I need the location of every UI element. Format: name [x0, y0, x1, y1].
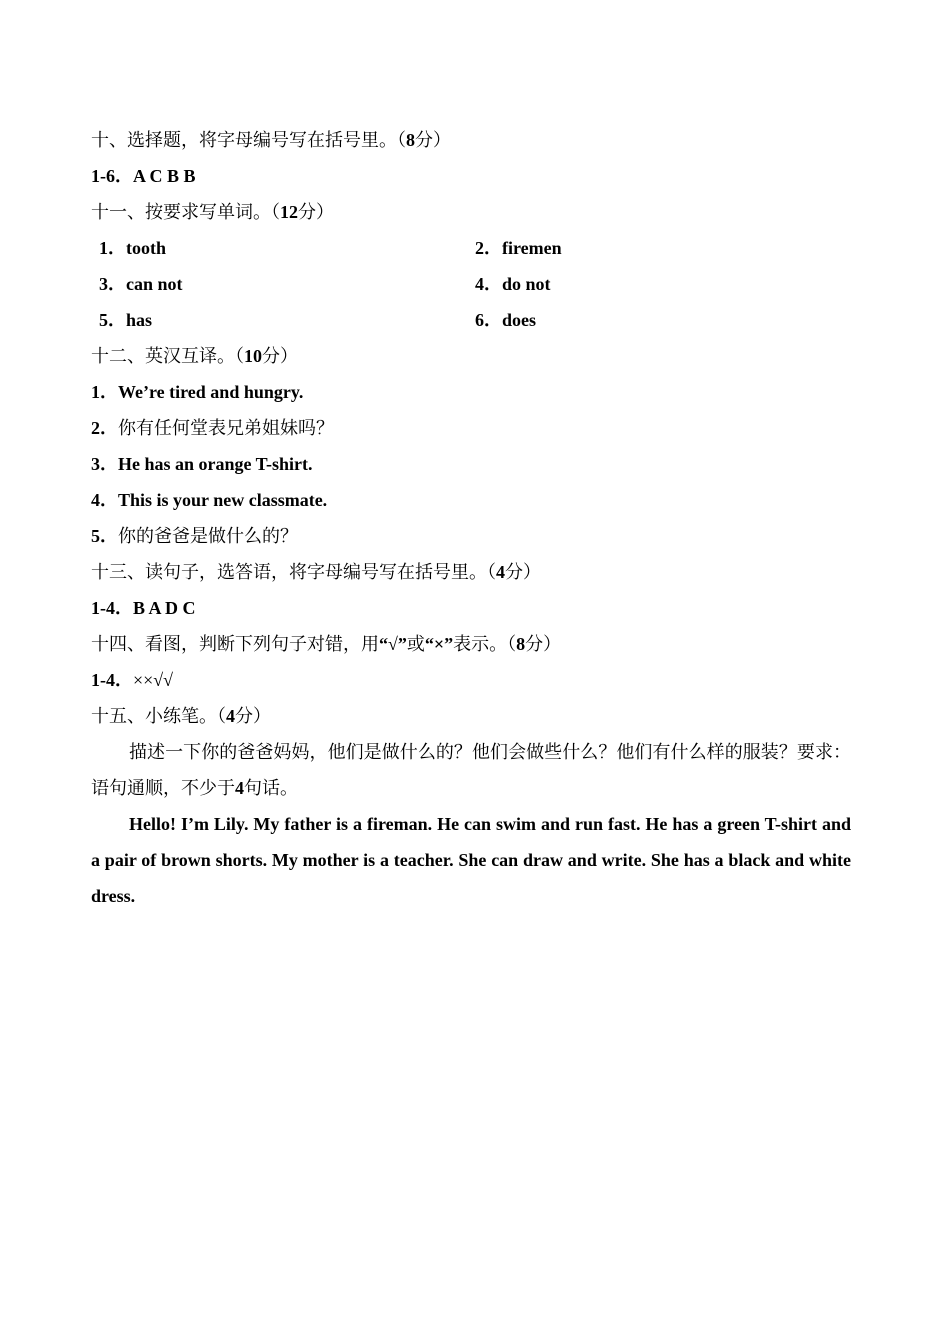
section-11-item: 1．tooth — [99, 238, 166, 258]
section-12-heading-text: 十二、英汉互译。（ — [91, 346, 244, 366]
section-11-heading — [91, 194, 851, 230]
section-12-item: 1．We’re tired and hungry. — [91, 382, 304, 402]
section-11-row — [91, 266, 851, 302]
section-12-item: 4．This is your new classmate. — [91, 490, 328, 510]
section-13-heading — [91, 554, 851, 590]
section-15-prompt: 描述一下你的爸爸妈妈，他们是做什么的？他们会做些什么？他们有什么样的服装？要求：语句通顺，不少于4句话。 — [91, 742, 851, 798]
section-11-item: 5．has — [99, 310, 153, 330]
section-13-heading-tail: 分） — [505, 562, 541, 582]
section-12-item: 3．He has an orange T-shirt. — [91, 454, 313, 474]
section-11-heading-text: 十一、按要求写单词。（ — [91, 202, 280, 222]
section-13-heading-text: 十三、读句子，选答语，将字母编号写在括号里。（ — [91, 562, 496, 582]
section-15-heading — [91, 698, 851, 734]
section-13-score: 4 — [496, 562, 505, 582]
answer-sheet — [91, 122, 851, 914]
section-10-heading-text: 十、选择题，将字母编号写在括号里。（ — [91, 130, 406, 150]
section-13-answer: 1-4．B A D C — [91, 598, 196, 618]
section-10-score: 8 — [406, 130, 415, 150]
section-11-item: 2．firemen — [475, 238, 562, 258]
section-14-heading: 十四、看图，判断下列句子对错，用“√”或“×”表示。（8分） — [91, 634, 562, 654]
section-10-answer: 1-6．A C B B — [91, 166, 196, 186]
section-10-heading — [91, 122, 851, 158]
section-14-score: 8 — [516, 634, 526, 654]
section-12-score: 10 — [244, 346, 262, 366]
section-12-heading-tail: 分） — [262, 346, 298, 366]
section-15-score: 4 — [226, 706, 235, 726]
section-11-item: 6．does — [475, 310, 537, 330]
section-11-row — [91, 230, 851, 266]
section-11-item: 3．can not — [99, 274, 183, 294]
section-10-heading-tail: 分） — [415, 130, 451, 150]
section-12-item: 2．你有任何堂表兄弟姐妹吗？ — [91, 418, 334, 438]
section-12-heading — [91, 338, 851, 374]
section-14-answer: 1-4．××√√ — [91, 670, 174, 690]
section-11-score: 12 — [280, 202, 298, 222]
section-11-heading-tail: 分） — [298, 202, 334, 222]
section-11-item: 4．do not — [475, 274, 551, 294]
section-15-heading-tail: 分） — [235, 706, 271, 726]
section-11-row — [91, 302, 851, 338]
section-15-heading-text: 十五、小练笔。（ — [91, 706, 226, 726]
section-15-essay: Hello! I’m Lily. My father is a fireman. He can swim and run fast. He has a green T-shirt and a pair of brown shorts. My mother is a teacher. She can draw and write. She has a black and white dress. — [91, 814, 851, 906]
section-12-item: 5．你的爸爸是做什么的？ — [91, 526, 298, 546]
